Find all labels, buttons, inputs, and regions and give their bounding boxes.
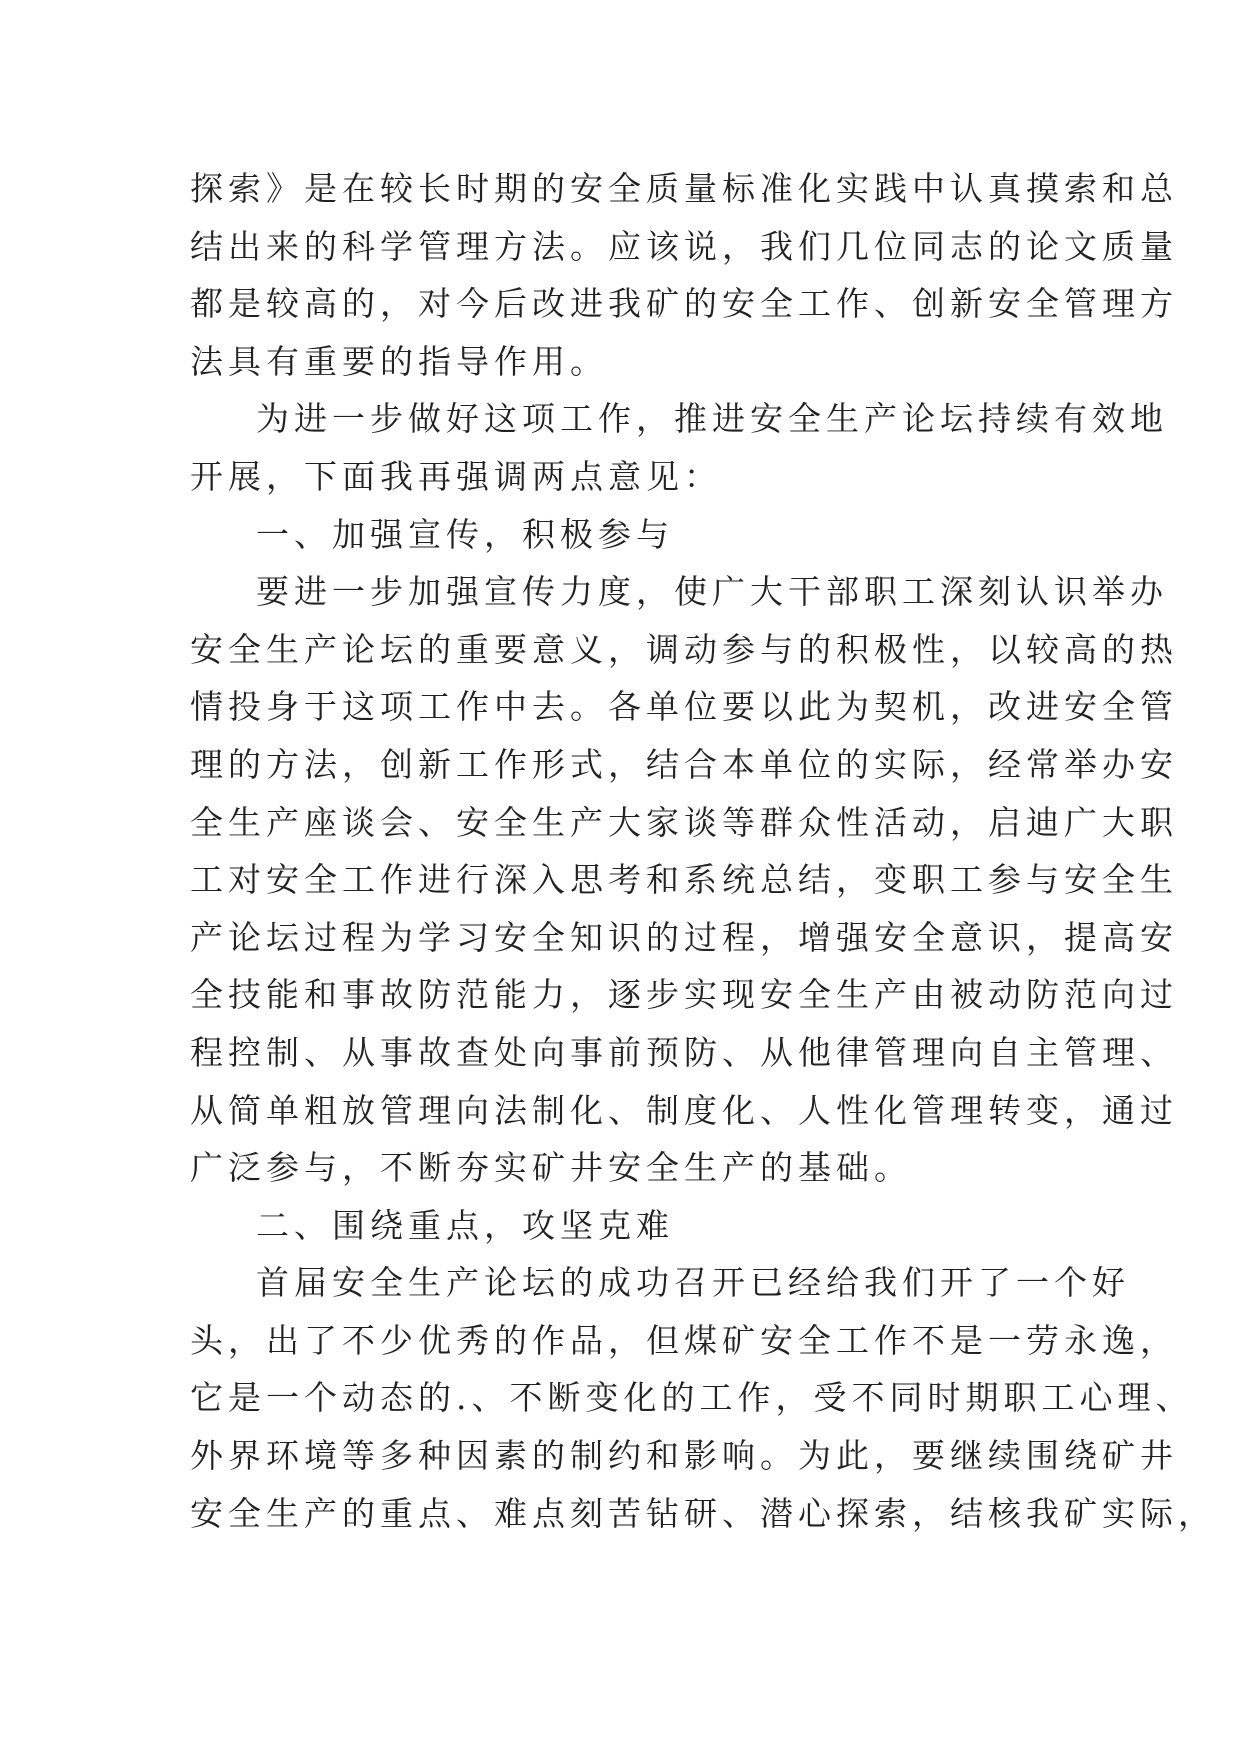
body-text: [190, 160, 1216, 1542]
text-line: 程控制、从事故查处向事前预防、从他律管理向自主管理、: [190, 1032, 1178, 1072]
text-line: 为进一步做好这项工作，推进安全生产论坛持续有效地: [256, 399, 1168, 439]
text-line: 安全生产的重点、难点刻苦钻研、潜心探索，结核我矿实际，: [190, 1493, 1216, 1533]
text-line: 一、加强宣传，积极参与: [256, 514, 674, 554]
text-line: 外界环境等多种因素的制约和影响。为此，要继续围绕矿井: [190, 1436, 1178, 1476]
text-line: 从简单粗放管理向法制化、制度化、人性化管理转变，通过: [190, 1090, 1178, 1130]
text-line: 广泛参与，不断夯实矿井安全生产的基础。: [190, 1148, 912, 1188]
text-line: 全生产座谈会、安全生产大家谈等群众性活动，启迪广大职: [190, 802, 1178, 842]
text-line: 法具有重要的指导作用。: [190, 341, 608, 381]
text-line: 探索》是在较长时期的安全质量标准化实践中认真摸索和总: [190, 169, 1178, 208]
text-line: 产论坛过程为学习安全知识的过程，增强安全意识，提高安: [190, 917, 1178, 957]
text-line: 都是较高的，对今后改进我矿的安全工作、创新安全管理方: [190, 284, 1178, 324]
text-line: 首届安全生产论坛的成功召开已经给我们开了一个好: [256, 1263, 1130, 1303]
text-line: 理的方法，创新工作形式，结合本单位的实际，经常举办安: [190, 744, 1178, 784]
text-line: 安全生产论坛的重要意义，调动参与的积极性，以较高的热: [190, 629, 1178, 669]
text-line: 它是一个动态的.、不断变化的工作，受不同时期职工心理、: [190, 1378, 1194, 1418]
text-line: 工对安全工作进行深入思考和系统总结，变职工参与安全生: [190, 860, 1178, 900]
text-line: 结出来的科学管理方法。应该说，我们几位同志的论文质量: [190, 226, 1178, 266]
text-line: 全技能和事故防范能力，逐步实现安全生产由被动防范向过: [190, 975, 1178, 1015]
text-line: 二、围绕重点，攻坚克难: [256, 1205, 674, 1245]
text-line: 情投身于这项工作中去。各单位要以此为契机，改进安全管: [190, 687, 1178, 727]
text-line: 头，出了不少优秀的作品，但煤矿安全工作不是一劳永逸，: [190, 1320, 1178, 1360]
text-line: 要进一步加强宣传力度，使广大干部职工深刻认识举办: [256, 572, 1168, 612]
text-line: 开展，下面我再强调两点意见：: [190, 456, 722, 496]
